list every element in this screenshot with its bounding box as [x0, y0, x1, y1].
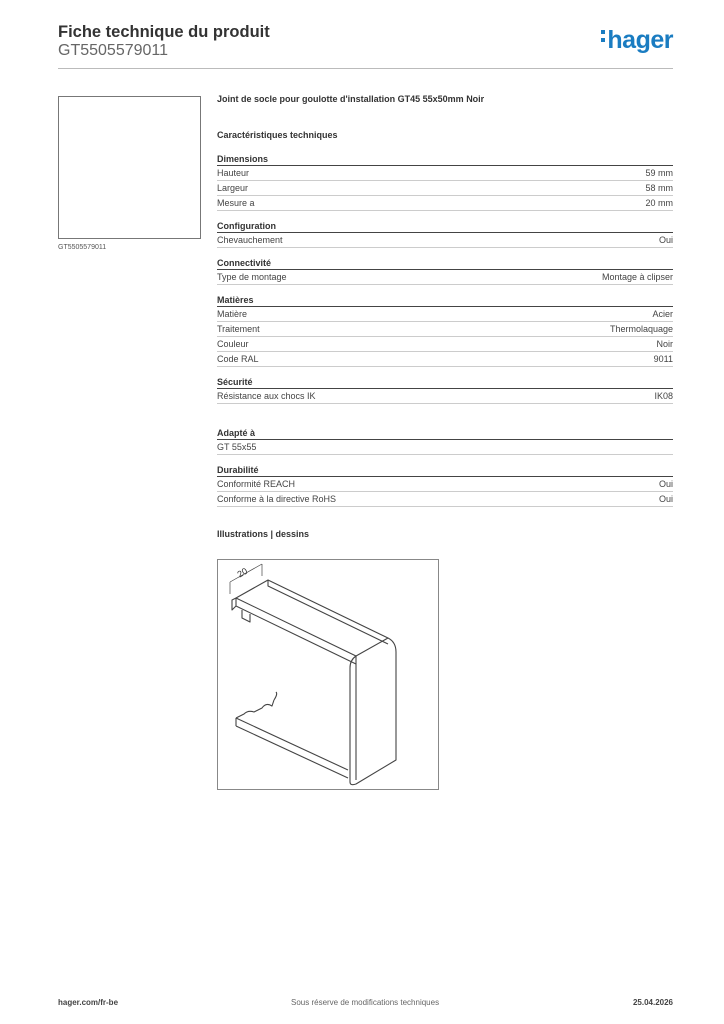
section-3	[217, 295, 673, 367]
spec-label: Traitement	[217, 324, 260, 334]
spec-value: Montage à clipser	[601, 272, 673, 282]
product-image-frame	[58, 96, 201, 239]
spec-value: 9011	[653, 354, 673, 364]
spec-value: Noir	[656, 339, 673, 349]
spec-row	[217, 322, 673, 337]
section-title: Configuration	[217, 221, 673, 233]
spec-label: Conformité REACH	[217, 479, 296, 489]
spec-label: Hauteur	[217, 168, 250, 178]
page-footer	[58, 998, 673, 1012]
spec-label: Conforme à la directive RoHS	[217, 494, 337, 504]
spec-value: Oui	[658, 235, 673, 245]
tech-characteristics-heading: Caractéristiques techniques	[217, 130, 338, 140]
spec-label: Chevauchement	[217, 235, 283, 245]
spec-row	[217, 196, 673, 211]
spec-row	[217, 233, 673, 248]
section-title: Dimensions	[217, 154, 673, 166]
spec-row	[217, 307, 673, 322]
spec-label: Matière	[217, 309, 248, 319]
spec-row	[217, 477, 673, 492]
spec-label: Mesure a	[217, 198, 255, 208]
spec-row	[217, 270, 673, 285]
section-title: Matières	[217, 295, 673, 307]
document-title: Fiche technique du produit	[58, 23, 270, 41]
section-title: Sécurité	[217, 377, 673, 389]
illustrations-heading: Illustrations | dessins	[217, 529, 310, 539]
spec-row	[217, 337, 673, 352]
footer-date: 25.04.2026	[632, 998, 673, 1007]
spec-label: Largeur	[217, 183, 249, 193]
footer-website: hager.com/fr-be	[58, 998, 119, 1007]
spec-value: Acier	[652, 309, 673, 319]
joint-drawing-svg	[218, 560, 438, 789]
technical-drawing	[217, 559, 439, 790]
product-name: Joint de socle pour goulotte d'installation GT45 55x50mm Noir	[217, 94, 485, 104]
section-4	[217, 377, 673, 404]
spec-label: Résistance aux chocs IK	[217, 391, 316, 401]
spec-row	[217, 166, 673, 181]
spec-value: Oui	[658, 494, 673, 504]
spec-row	[217, 440, 673, 455]
logo-text: hager	[607, 26, 673, 54]
spec-label: Code RAL	[217, 354, 259, 364]
section-2	[217, 258, 673, 285]
spec-value: 58 mm	[645, 183, 673, 193]
section-1	[217, 221, 673, 248]
header-divider	[58, 68, 673, 69]
section-title: Durabilité	[217, 465, 673, 477]
spec-label: Couleur	[217, 339, 249, 349]
section-5	[217, 428, 673, 455]
spec-label: Type de montage	[217, 272, 287, 282]
section-6	[217, 465, 673, 507]
spec-value: Oui	[658, 479, 673, 489]
hager-logo	[601, 26, 673, 55]
page-header	[58, 22, 673, 68]
logo-dots-icon	[601, 30, 605, 46]
product-image-caption: GT5505579011	[58, 244, 107, 251]
spec-row	[217, 389, 673, 404]
section-title: Adapté à	[217, 428, 673, 440]
characteristics-sections	[217, 154, 673, 507]
section-title: Connectivité	[217, 258, 673, 270]
spec-row	[217, 181, 673, 196]
dimension-label: 20	[235, 565, 250, 580]
spec-value: 20 mm	[645, 198, 673, 208]
spec-row	[217, 492, 673, 507]
spec-value: IK08	[654, 391, 673, 401]
spec-row	[217, 352, 673, 367]
section-0	[217, 154, 673, 211]
footer-notice: Sous réserve de modifications techniques	[291, 998, 440, 1007]
spec-value: 59 mm	[645, 168, 673, 178]
product-reference: GT5505579011	[58, 42, 169, 59]
product-details	[217, 94, 673, 539]
spec-label: GT 55x55	[217, 442, 257, 452]
spec-value: Thermolaquage	[609, 324, 673, 334]
